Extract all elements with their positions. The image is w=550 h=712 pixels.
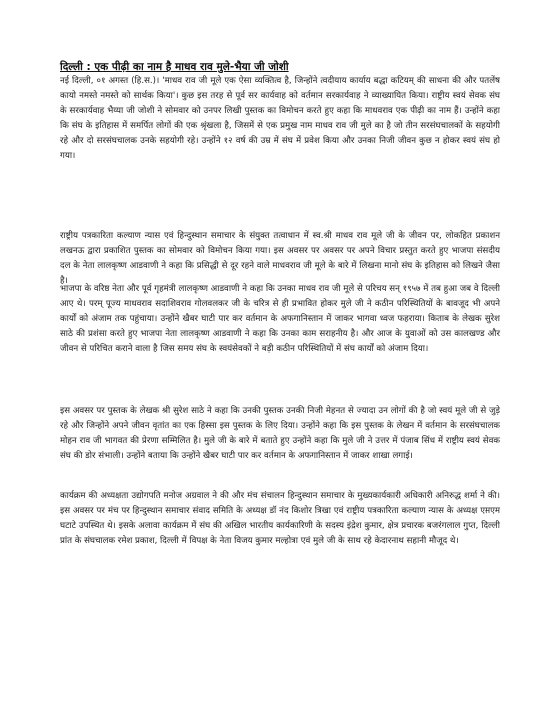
paragraph-advani: भाजपा के वरिष्ठ नेता और पूर्व गृहमंत्री लालकृष्ण आडवाणी ने कहा कि उनका माधव राव जी मूले से परिचय सन् १९५७ में तब हुआ जब वे दिल्ली आए थे। परम् पूज्य माधवराव सदाशिवराव गोलवलकर जी के चरित्र से ही प्रभावित होकर मुले जी ने कठीन परिस्थितियों के बावजूद भी अपने कार्यों को अंजाम तक पहुंचाया। उन्होंने खैबर घाटी पार कर वर्तमान के अफगानिस्तान में जाकर भागवा ध्वज फहराया। किताब के लेखक सुरेश साठे की प्रशंसा करते हुए भाजपा नेता लालकृष्ण आडवाणी ने कहा कि उनका काम सराहनीय है। और आज के युवाओं को उस कालखण्ड और जीवन से परिचित कराने वाला है जिस समय संघ के स्वयंसेवकों ने बड़ी कठीन परिस्थितियों में संघ कार्यों को अंजाम दिया। xyxy=(60,284,500,354)
paragraph-launch: राष्ट्रीय पत्रकारिता कल्याण न्यास एवं हिन्दुस्थान समाचार के संयुक्त तत्वाधान में स्व.श्री माधव राव मूले जी के जीवन पर, लोकहित प्रकाशन लखनऊ द्वारा प्रकाशित पुस्तक का सोमवार को विमोचन किया गया। इस अवसर पर अवसर पर अपने विचार प्रस्तुत करते हुए भाजपा संसदीय दल के नेता लालकृष्ण आडवाणी ने कहा कि प्रसिद्धी से दूर रहने वाले माधवराव जी मूले के बारे में लिखना मानो संघ के इतिहास को लिखने जैसा है। xyxy=(60,231,500,286)
paragraph-author: इस अवसर पर पुस्तक के लेखक श्री सुरेश साठे ने कहा कि उनकी पुस्तक उनकी निजी मेहनत से ज्यादा उन लोगों की है जो स्वयं मूले जी से जुड़े रहे और जिन्होंने अपने जीवन वृतांत का एक हिस्सा इस पुस्तक के लिए दिया। उन्होंने कहा कि इस पुस्तक के लेखन में वर्तमान के सरसंघचालक मोहन राव जी भागवत की प्रेरणा सम्मिलित है। मुले जी के बारे में बताते हुए उन्होंने कहा कि मुले जी ने उत्तर में पंजाब सिंध में राष्ट्रीय स्वयं सेवक संघ की डोर संभाली। उन्होंने बताया कि उन्होंने खैबर घाटी पार कर वर्तमान के अफगानिस्तान में जाकर शाखा लगाई। xyxy=(60,406,500,461)
article-title: दिल्ली : एक पीढ़ी का नाम है माधव राव मुले-भैया जी जोशी xyxy=(60,61,289,73)
paragraph-attendees: कार्यक्रम की अध्यक्षता उद्योगपति मनोज अग्रवाल ने की और मंच संचालन हिन्दुस्थान समाचार के मुख्यकार्यकारी अधिकारी अनिरुद्ध शर्मा ने की। इस अवसर पर मंच पर हिन्दुस्थान समाचार संवाद समिति के अध्यक्ष डॉ नंद किशोर त्रिखा एवं राष्ट्रीय पत्रकारिता कल्याण न्यास के अध्यक्ष एम़एम घटाटे उपस्थित थे। इसके अलावा कार्यक्रम में संघ की अखिल भारतीय कार्यकारिणी के सदस्य इंद्रेश कुमार, क्षेत्र प्रचारक बजरंगलाल गुप्त, दिल्ली प्रांत के संघचालक रमेश प्रकाश, दिल्ली में विपक्ष के नेता विजय कुमार मल्होत्रा एवं मुले जी के साथ रहे केदारनाथ सहानी मौजूद थे। xyxy=(60,491,500,546)
paragraph-intro: नई दिल्ली, ०१ अगस्त (हि.स.)। 'माधव राव जी मूले एक ऐसा व्यक्तित्व है, जिन्होंने त्वदीयाय कार्याय बद्धा कटियम् की साधना की और पतलेंष कायो नमस्ते नमस्ते को सार्थक किया'। कुछ इस तरह से पूर्व सर कार्यवाह को वर्तमान सरकार्यवाह ने व्याख्यायित किया। राष्ट्रीय स्वयं सेवक संघ के सरकार्यवाह भैय्या जी जोशी ने सोमवार को उनपर लिखी पुस्तक का विमोचन करते हुए कहा कि माधवराव एक पीढ़ी का नाम हैं। उन्होंने कहा कि संघ के इतिहास में समर्पित लोगों की एक श्रृंखला है, जिसमें से एक प्रमुख नाम माधव राव जी मुले का है जो तीन सरसंघचालकों के सहयोगी रहे और दो सरसंघचालक उनके सहयोगी रहे। उन्होंने १२ वर्ष की उम्र में संघ में प्रवेश किया और उनका निजी जीवन कुछ न होकर स्वयं संघ हो गया। xyxy=(60,76,500,161)
